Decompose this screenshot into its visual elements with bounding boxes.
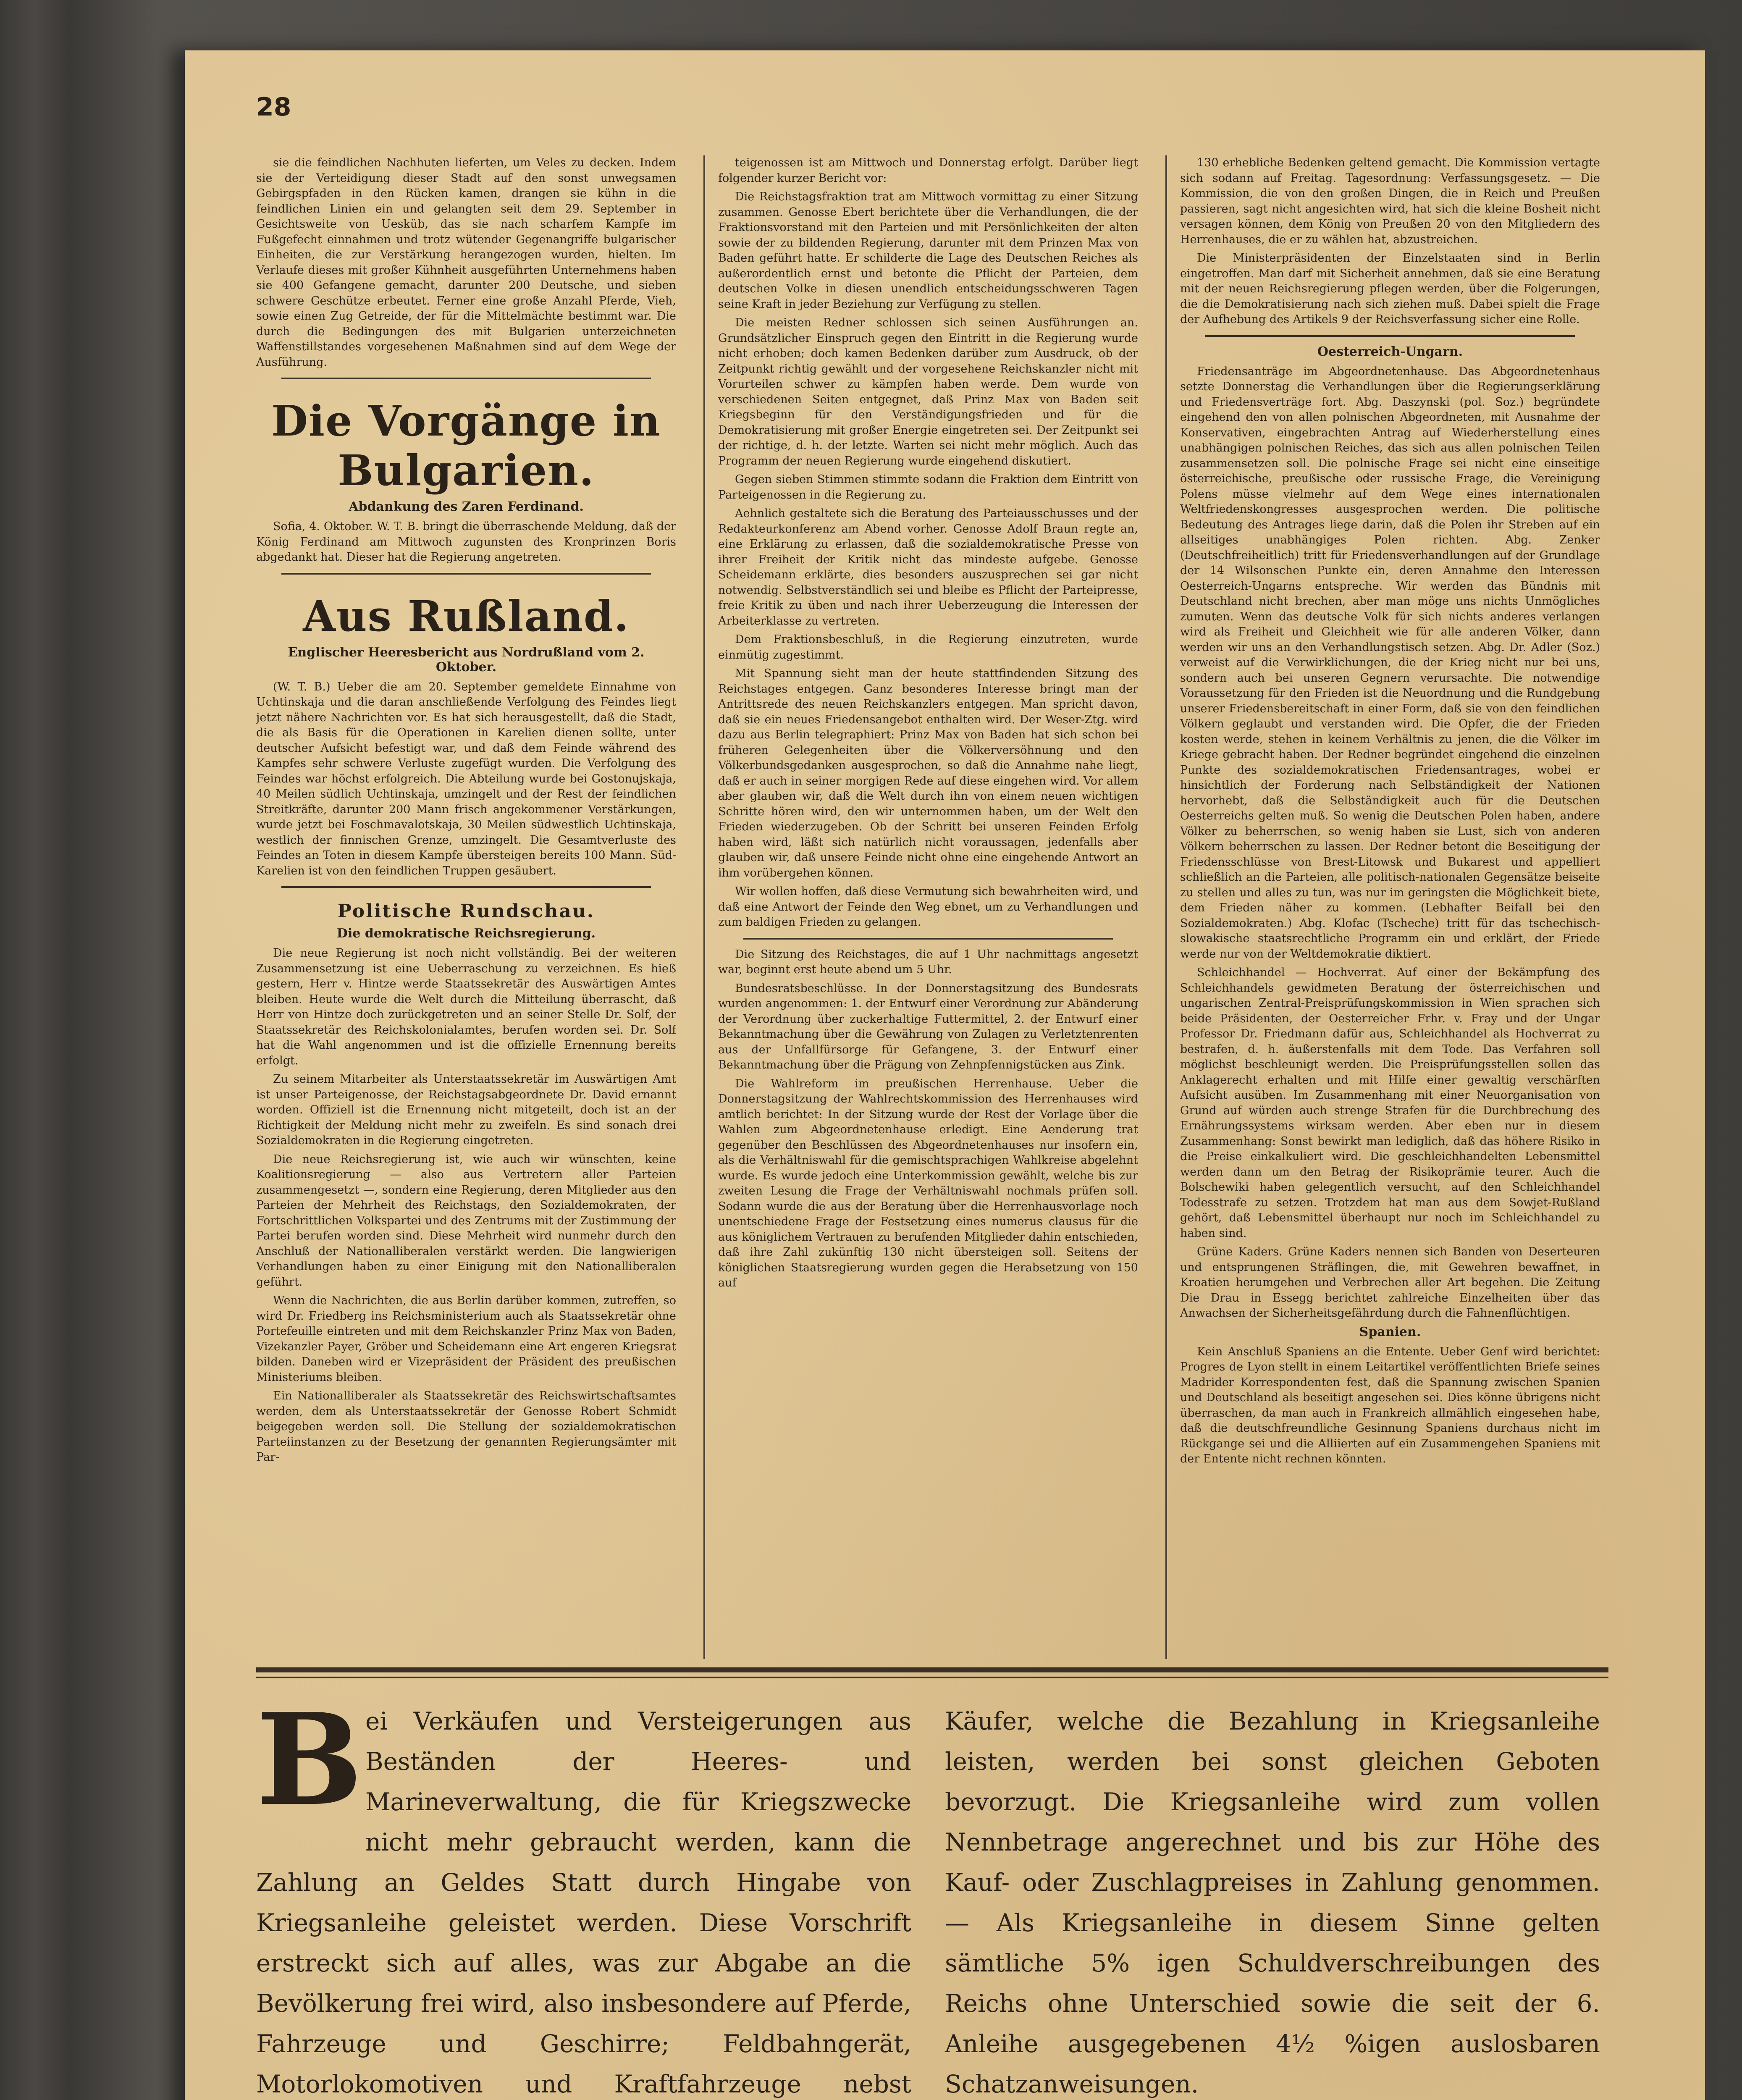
column-divider	[703, 155, 705, 1659]
column-divider	[1165, 155, 1167, 1659]
advertisement-text: Käufer, welche die Bezahlung in Kriegsanleihe leisten, werden bei sonst gleichen Geboten bevorzugt. Die Kriegsanleihe wird zum vollen Nennbetrage angerechnet und bis zur Höhe des Kauf- oder Zuschlagpreises in Zahlung genommen. — Als Kriegsanleihe in diesem Sinne gelten sämtliche 5% igen Schuldverschreibungen des Reichs ohne Unterschied sowie die seit der 6. Anleihe ausgegebenen 4½ %igen auslosbaren Schatzanweisungen.	[945, 1707, 1600, 2098]
article-paragraph: Gegen sieben Stimmen stimmte sodann die Fraktion dem Eintritt von Parteigenossen in die Regierung zu.	[718, 473, 1138, 501]
article-paragraph: Dem Fraktionsbeschluß, in die Regierung einzutreten, wurde einmütig zugestimmt.	[718, 633, 1138, 662]
column-2	[718, 155, 1138, 1659]
article-intro-text: sie die feindlichen Nachhuten lieferten, um Veles zu decken. Indem sie der Verteidigung dieser Stadt auf den sonst unwegsamen Gebirgspfaden in den Rücken kamen, drangen sie kühn in die feindlichen Linien ein und gelangten seit dem 29. September in Gesichtsweite von Uesküb, das sie nach scharfem Kampfe im Fußgefecht einnahmen und trotz wütender Gegenangriffe bulgarischer Einheiten, die zur Verstärkung herangezogen wurden, hielten. Im Verlaufe dieses mit großer Kühnheit ausgeführten Unternehmens haben sie 400 Gefangene gemacht, darunter 200 Deutsche, und sieben schwere Geschütze erbeutet. Ferner eine große Anzahl Pferde, Vieh, sowie einen Zug Getreide, der für die Mittelmächte bestimmt war. Die durch die Bedingungen des mit Bulgarien unterzeichneten Waffenstillstandes vorgesehenen Maßnahmen sind auf dem Wege der Ausführung.	[256, 156, 676, 369]
austria-headline: Oesterreich-Ungarn.	[1317, 344, 1463, 359]
politics-paragraph: Zu seinem Mitarbeiter als Unterstaatssekretär im Auswärtigen Amt ist unser Parteigenosse, der Reichstagsabgeordnete Dr. David ernannt worden. Offiziell ist die Ernennung nicht mitgeteilt, doch ist an der Richtigkeit der Meldung nicht mehr zu zweifeln. Es sind sonach drei Sozialdemokraten in die Regierung eingetreten.	[256, 1073, 676, 1147]
politics-paragraph: Wenn die Nachrichten, die aus Berlin darüber kommen, zutreffen, so wird Dr. Friedberg ins Reichsministerium auch als Staatssekretär ohne Portefeuille eintreten und mit dem Reichskanzler Prinz Max von Baden, Vizekanzler Payer, Gröber und Scheidemann eine Art engeren Kriegsrat bilden. Daneben wird er Vizepräsident der Präsident des preußischen Ministeriums bleiben.	[256, 1294, 676, 1384]
advertisement-right-column	[945, 1701, 1600, 2100]
column-3	[1180, 155, 1600, 1659]
bulgaria-text: Sofia, 4. Oktober. W. T. B. bringt die überraschende Meldung, daß der König Ferdinand am Mittwoch zugunsten des Kronprinzen Boris abgedankt hat. Dieser hat die Regierung angetreten.	[256, 520, 676, 564]
newspaper-page	[185, 50, 1705, 2100]
separator	[281, 378, 651, 379]
advertisement-text: ei Verkäufen und Versteigerungen aus Beständen der Heeres- und Marineverwaltung, die für Kriegszwecke nicht mehr gebraucht werden, kann die Zahlung an Geldes Statt durch Hingabe von Kriegsanleihe geleistet werden. Diese Vorschrift erstreckt sich auf alles, was zur Abgabe an die Bevölkerung frei wird, also insbesondere auf Pferde, Fahrzeuge und Geschirre; Feldbahngerät, Motorlokomotiven und Kraftfahrzeuge nebst	[256, 1707, 911, 2098]
article-paragraph: Bundesratsbeschlüsse. In der Donnerstagsitzung des Bundesrats wurden angenommen: 1. der Entwurf einer Verordnung zur Abänderung der Verordnung über zuckerhaltige Futtermittel, 2. der Entwurf einer Bekanntmachung über die Gewährung von Zulagen zu Verletztenrenten aus der Unfallfürsorge für Gefangene, 3. der Entwurf einer Bekanntmachung über die Prägung von Zehnpfennigstücken aus Zink.	[718, 982, 1138, 1071]
politics-headline: Politische Rundschau.	[337, 900, 595, 922]
article-paragraph: Die Sitzung des Reichstages, die auf 1 Uhr nachmittags angesetzt war, beginnt erst heute abend um 5 Uhr.	[718, 948, 1138, 976]
article-paragraph: Die Wahlreform im preußischen Herrenhause. Ueber die Donnerstagsitzung der Wahlrechtskommission des Herrenhauses wird amtlich berichtet: In der Sitzung wurde der Rest der Vorlage über die Wahlen zum Abgeordnetenhause erledigt. Eine Aenderung trat gegenüber den Beschlüssen des Abgeordnetenhauses nur insofern ein, als die Verhältniswahl für die gemischtsprachigen Wahlkreise abgelehnt wurde. Es wurde jedoch eine Unterkommission gewählt, welche bis zur zweiten Lesung die Frage der Verhältniswahl nochmals prüfen soll. Sodann wurde die aus der Beratung über die Herrenhausvorlage noch unentschiedene Frage der Festsetzung eines numerus clausus für die aus königlichem Vertrauen zu berufenden Mitglieder dahin entschieden, daß ihre Zahl zukünftig 130 nicht übersteigen soll. Seitens der königlichen Staatsregierung wurden gegen die Herabsetzung von 150 auf	[718, 1077, 1138, 1289]
separator	[281, 886, 651, 888]
article-paragraph: Die meisten Redner schlossen sich seinen Ausführungen an. Grundsätzlicher Einspruch gegen den Eintritt in die Regierung wurde nicht erhoben; doch kamen Bedenken darüber zum Ausdruck, ob der Zeitpunkt richtig gewählt und der vorgesehene Reichskanzler nicht mit Vorurteilen schwer zu kämpfen haben werde. Dem wurde von verschiedenen Seiten entgegnet, daß Prinz Max von Baden seit Kriegsbeginn für den Verständigungsfrieden und für die Demokratisierung mit großer Energie eingetreten sei. Der Zeitpunkt sei der richtige, d. h. der letzte. Warten sei nicht mehr möglich. Auch das Programm der neuen Regierung wurde eingehend diskutiert.	[718, 316, 1138, 467]
politics-subheadline: Die demokratische Reichsregierung.	[336, 926, 596, 941]
decorative-initial: B	[256, 1685, 363, 1834]
bulgaria-subheadline: Abdankung des Zaren Ferdinand.	[349, 499, 584, 514]
separator	[1205, 335, 1575, 337]
advertisement-left-column	[256, 1685, 911, 2100]
advertisement-rule	[256, 1677, 1608, 1678]
separator	[281, 573, 651, 575]
article-paragraph: 130 erhebliche Bedenken geltend gemacht. Die Kommission vertagte sich sodann auf Freitag. Tagesordnung: Verfassungsgesetz. — Die Kommission, die von den großen Dingen, die in Reich und Preußen passieren, sagt nicht angesichten wird, hat sich die kleine Bosheit nicht versagen können, dem König von Preußen 20 von den Mitgliedern des Herrenhauses, die er zu wählen hat, abzustreichen.	[1180, 156, 1600, 246]
russia-text: (W. T. B.) Ueber die am 20. September gemeldete Einnahme von Uchtinskaja und die daran anschließende Verfolgung des Feindes liegt jetzt nähere Nachrichten vor. Es hat sich herausgestellt, daß die Stadt, die als Basis für die Operationen in Karelien dienen sollte, unter deutscher Aufsicht befestigt war, und daß dem Feinde während des Kampfes sehr schwere Verluste zugefügt wurden. Die Verfolgung des Feindes war höchst erfolgreich. Die Abteilung wurde bei Gostonujskaja, 40 Meilen südlich Uchtinskaja, umzingelt und der Rest der feindlichen Streitkräfte, darunter 200 Mann frisch angekommener Verstärkungen, wurde jetzt bei Foschmavalotskaja, 30 Meilen südwestlich Uchtinskaja, westlich der finnischen Grenze, umzingelt. Die Gesamtverluste des Feindes an Toten in diesem Kampfe übersteigen bereits 100 Mann. Süd-Karelien ist von den feindlichen Truppen gesäubert.	[256, 680, 676, 877]
article-paragraph: Wir wollen hoffen, daß diese Vermutung sich bewahrheiten wird, und daß eine Antwort der Feinde den Weg ebnet, um zu Verhandlungen und zum baldigen Frieden zu gelangen.	[718, 885, 1138, 929]
article-paragraph: Die Ministerpräsidenten der Einzelstaaten sind in Berlin eingetroffen. Man darf mit Sicherheit annehmen, daß sie eine Beratung mit der neuen Reichsregierung pflegen werden, über die Folgerungen, die die Demokratisierung nach sich ziehen muß. Dabei spielt die Frage der Aufhebung des Artikels 9 der Reichsverfassung sicher eine Rolle.	[1180, 252, 1600, 326]
bulgaria-headline: Die Vorgänge in Bulgarien.	[271, 396, 661, 495]
article-paragraph: Die Reichstagsfraktion trat am Mittwoch vormittag zu einer Sitzung zusammen. Genosse Ebert berichtete über die Verhandlungen, die der Fraktionsvorstand mit den Parteien und mit Persönlichkeiten der alten sowie der zu bildenden Regierung, darunter mit dem Prinzen Max von Baden geführt hatte. Er schilderte die Lage des Deutschen Reiches als außerordentlich ernst und betonte die Pflicht der Parteien, dem deutschen Volke in diesen unendlich entscheidungsschweren Tagen seine Kraft in jeder Beziehung zur Verfügung zu stellen.	[718, 190, 1138, 311]
russia-headline: Aus Rußland.	[303, 591, 630, 641]
page-number: 28	[256, 92, 291, 122]
column-1	[256, 155, 676, 1659]
politics-paragraph: Die neue Reichsregierung ist, wie auch wir wünschten, keine Koalitionsregierung — also aus Vertretern aller Parteien zusammengesetzt —, sondern eine Regierung, deren Mitglieder aus den Parteien der Mehrheit des Reichstags, den Sozialdemokraten, der Fortschrittlichen Volkspartei und des Zentrums mit der Zustimmung der Partei berufen worden sind. Diese Mehrheit wird nunmehr durch den Anschluß der Nationalliberalen verstärkt werden. Die langwierigen Verhandlungen haben zu einer Einigung mit den Nationalliberalen geführt.	[256, 1152, 676, 1289]
article-paragraph: Aehnlich gestaltete sich die Beratung des Parteiausschusses und der Redakteurkonferenz am Abend vorher. Genosse Adolf Braun regte an, eine Erklärung zu erlassen, daß die sozialdemokratische Presse von ihrer Freiheit der Kritik nicht das mindeste aufgebe. Genosse Scheidemann erklärte, dies besonders auszusprechen sei gar nicht notwendig. Selbstverständlich sei und bleibe es Pflicht der Parteipresse, freie Kritik zu üben und nach ihrer Ueberzeugung die Interessen der Arbeiterklasse zu vertreten.	[718, 507, 1138, 627]
article-paragraph: Friedensanträge im Abgeordnetenhause. Das Abgeordnetenhaus setzte Donnerstag die Verhandlungen über die Regierungserklärung und Friedensverträge fort. Abg. Daszynski (pol. Soz.) begründete eingehend den von allen polnischen Abgeordneten, mit Ausnahme der Konservativen, eingebrachten Antrag auf Wiederherstellung eines unabhängigen polnischen Reiches, das sich aus allen polnischen Teilen zusammensetzen soll. Die polnische Frage sei nicht eine einseitige österreichische, preußische oder russische Frage, die Vereinigung Polens müsse vielmehr auf dem Wege eines internationalen Weltfriedenskongresses ausgesprochen werden. Die politische Bedeutung des Antrages liege darin, daß die Polen ihr Streben auf ein allseitiges unabhängiges Polen richten. Abg. Zenker (Deutschfreiheitlich) tritt für Friedensverhandlungen auf der Grundlage der 14 Wilsonschen Punkte ein, deren Annahme den Interessen Oesterreich-Ungarns entspreche. Wir werden das Bündnis mit Deutschland nicht brechen, aber man möge uns nichts Unmögliches zumuten. Wenn das deutsche Volk für sich nichts anderes verlangen wird als Freiheit und Gleichheit wie für alle anderen Völker, dann werden wir uns an den Verhandlungstisch setzen. Abg. Dr. Adler (Soz.) verweist auf die Verwirklichungen, die der Krieg nicht nur bei uns, sondern auch bei unseren Gegnern verursachte. Die notwendige Voraussetzung für den Frieden ist die Neuordnung und die Rundgebung unserer Friedensbereitschaft in einer Form, daß sie von den feindlichen Völkern geglaubt und verstanden wird. Die Opfer, die der Frieden kosten werde, stehen in keinem Verhältnis zu jenen, die die Völker im Kriege gebracht haben. Der Redner begründet eingehend die einzelnen Punkte des sozialdemokratischen Friedensantrages, wobei er hinsichtlich der Forderung nach Selbständigkeit der Nationen hervorhebt, daß die Selbständigkeit auch für die Deutschen Oesterreichs gelten muß. So wenig die Deutschen Polen haben, andere Völker zu beherrschen, so wenig haben sie Lust, sich von anderen Völkern beherrschen zu lassen. Der Redner betont die Beseitigung der Friedensschlüsse von Brest-Litowsk und Bukarest und appelliert schließlich an die Parteien, alle politisch-nationalen Gegensätze beiseite zu stellen und alles zu tun, was nur im geringsten die Möglichkeit biete, dem Frieden näher zu kommen. (Lebhafter Beifall bei den Sozialdemokraten.) Abg. Klofac (Tscheche) tritt für das tschechisch-slowakische staatsrechtliche Programm ein und erklärt, der Friede werde nur von der Weltdemokratie diktiert.	[1180, 365, 1600, 961]
politics-paragraph: Die neue Regierung ist noch nicht vollständig. Bei der weiteren Zusammensetzung ist eine Ueberraschung zu verzeichnen. Es hieß gestern, Herr v. Hintze werde Staatssekretär des Auswärtigen Amtes bleiben. Heute wurde die Welt durch die Mitteilung überrascht, daß Herr von Hintze doch zurückgetreten und an seiner Stelle Dr. Solf, der Staatssekretär des Reichskolonialamtes, berufen worden sei. Dr. Solf hat die Wahl angenommen und ist die offizielle Ernennung bereits erfolgt.	[256, 947, 676, 1067]
russia-subheadline: Englischer Heeresbericht aus Nordrußland vom 2. Oktober.	[288, 645, 645, 675]
spain-headline: Spanien.	[1359, 1324, 1421, 1339]
politics-paragraph: Ein Nationalliberaler als Staatssekretär des Reichswirtschaftsamtes werden, dem als Unterstaatssekretär der Genosse Robert Schmidt beigegeben werden soll. Die Stellung der sozialdemokratischen Parteiinstanzen zu der Besetzung der genannten Regierungsämter mit Par-	[256, 1389, 676, 1464]
article-paragraph: Grüne Kaders. Grüne Kaders nennen sich Banden von Deserteuren und entsprungenen Sträflingen, die, mit Gewehren bewaffnet, in Kroatien herumgehen und Verbrechen aller Art begehen. Die Zeitung Die Drau in Essegg berichtet zahlreiche Einzelheiten über das Anwachsen der Sicherheitsgefährdung durch die Fahnenflüchtigen.	[1180, 1245, 1600, 1320]
article-paragraph: Kein Anschluß Spaniens an die Entente. Ueber Genf wird berichtet: Progres de Lyon stellt in einem Leitartikel veröffentlichten Briefe seines Madrider Korrespondenten fest, daß die Spannung zwischen Spanien und Deutschland als beseitigt angesehen sei. Dies könne übrigens nicht überraschen, da man auch in Frankreich allmählich eingesehen habe, daß die deutschfreundliche Gesinnung Spaniens durchaus nicht im Rückgange sei und die Alliierten auf ein Zusammengehen Spaniens mit der Entente nicht rechnen könnten.	[1180, 1345, 1600, 1465]
article-paragraph: Schleichhandel — Hochverrat. Auf einer der Bekämpfung des Schleichhandels gewidmeten Beratung der österreichischen und ungarischen Zentral-Preisprüfungskommission in Wien sprachen sich beide Präsidenten, der Oesterreicher Frhr. v. Fray und der Ungar Professor Dr. Friedmann dafür aus, Schleichhandel als Hochverrat zu bestrafen, d. h. äußerstenfalls mit dem Tode. Das Verfahren soll möglichst beschleunigt werden. Die Preisprüfungsstellen sollen das Anklagerecht erhalten und mit Hilfe einer gewaltig verschärften Aufsicht ausüben. Im Zusammenhang mit einer Neuorganisation von Grund auf würden auch strenge Strafen für die Durchbrechung des Ernährungssystems wirksam werden. Aber eben nur in diesem Zusammenhang: Sonst bewirkt man lediglich, daß das höhere Risiko in die Preise einkalkuliert wird. Die geschleichhandelten Lebensmittel werden dann um den Betrag der Risikoprämie teurer. Auch die Bolschewiki haben gelegentlich versucht, auf den Schleichhandel Todesstrafe zu setzen. Trotzdem hat man aus dem Sowjet-Rußland gehört, daß Lebensmittel überhaupt nur noch im Schleichhandel zu haben sind.	[1180, 966, 1600, 1240]
advertisement-rule	[256, 1667, 1608, 1672]
article-paragraph: teigenossen ist am Mittwoch und Donnerstag erfolgt. Darüber liegt folgender kurzer Bericht vor:	[718, 156, 1138, 185]
separator	[743, 938, 1113, 940]
article-paragraph: Mit Spannung sieht man der heute stattfindenden Sitzung des Reichstages entgegen. Ganz besonderes Interesse bringt man der Antrittsrede des neuen Reichskanzlers entgegen. Man spricht davon, daß sie ein neues Friedensangebot enthalten wird. Der Weser-Ztg. wird dazu aus Berlin telegraphiert: Prinz Max von Baden hat sich schon bei früheren Gelegenheiten über die Völkerversöhnung und den Völkerbundsgedanken ausgesprochen, so daß die Annahme nahe liegt, daß er auch in seiner morgigen Rede auf diese eingehen wird. Vor allem aber glauben wir, daß die Welt durch ihn von einem neuen wichtigen Schritte hören wird, den wir unternommen haben, um der Welt den Frieden wiederzugeben. Ob der Schritt bei unseren Feinden Erfolg haben wird, läßt sich natürlich nicht voraussagen, jedenfalls aber glauben wir, daß unsere Feinde nicht ohne eine eingehende Antwort an ihm vorübergehen können.	[718, 667, 1138, 879]
